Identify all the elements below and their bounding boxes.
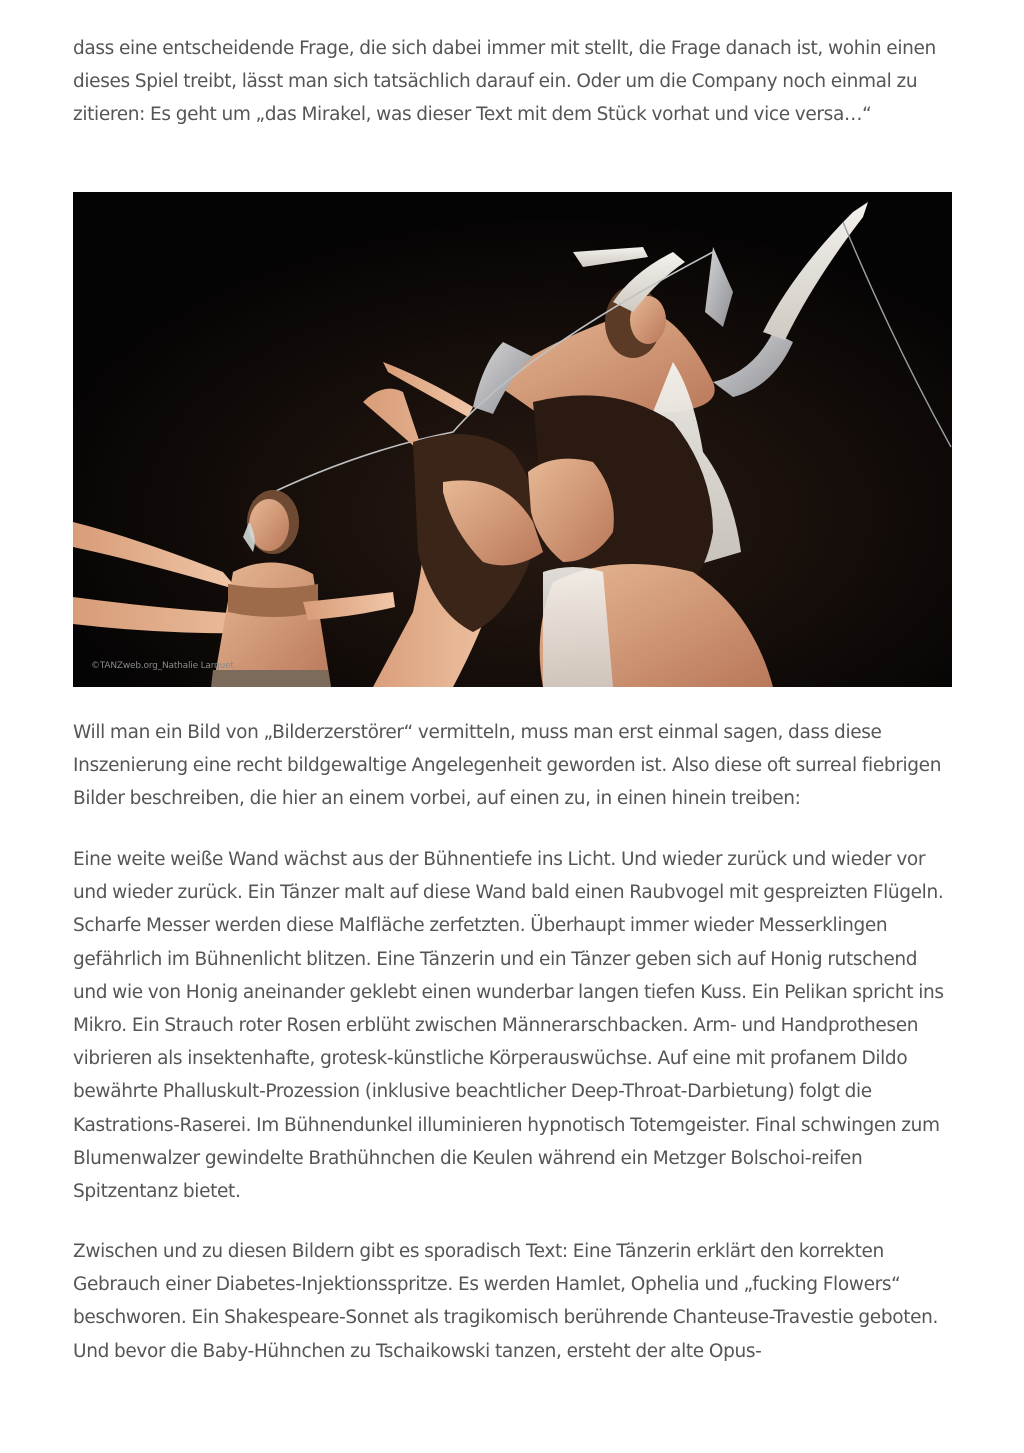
photo-credit: ©TANZweb.org_Nathalie Larquet [91, 661, 234, 671]
paragraph-text-elements: Zwischen und zu diesen Bildern gibt es sporadisch Text: Eine Tänzerin erklärt den korrekten Gebrauch einer Diabetes-Injektionsspritze. Es werden Hamlet, Ophelia und „fucking Flowers“ beschworen. Ein Shakespeare-Sonnet als tragikomisch berührende Chanteuse-Travestie geboten. Und bevor die Baby-Hühnchen zu Tschaikowski tanzen, ersteht der alte Opus- [73, 1241, 939, 1362]
stage-photo-illustration [73, 192, 952, 687]
paragraph-images-description: Eine weite weiße Wand wächst aus der Bühnentiefe ins Licht. Und wieder zurück und wieder vor und wieder zurück. Ein Tänzer malt auf diese Wand bald einen Raubvogel mit gespreizten Flügeln. Scharfe Messer werden diese Malfläche zerfetzten. Überhaupt immer wieder Messerklingen gefährlich im Bühnenlicht blitzen. Eine Tänzerin und ein Tänzer geben sich auf Honig rutschend und wie von Honig aneinander geklebt einen wunderbar langen tiefen Kuss. Ein Pelikan spricht ins Mikro. Ein Strauch roter Rosen erblüht zwischen Männerarschbacken. Arm- und Handprothesen vibrieren als insektenhafte, grotesk-künstliche Körperauswüchse. Auf eine mit profanem Dildo bewährte Phalluskult-Prozession (inklusive beachtlicher Deep-Throat-Darbietung) folgt die Kastrations-Raserei. Im Bühnendunkel illuminieren hypnotisch Totemgeister. Final schwingen zum Blumenwalzer gewindelte Brathühnchen die Keulen während ein Metzger Bolschoi-reifen Spitzentanz bietet. [73, 849, 944, 1203]
paragraph-intro: dass eine entscheidende Frage, die sich dabei immer mit stellt, die Frage danach ist, wohin einen dieses Spiel treibt, lässt man sich tatsächlich darauf ein. Oder um die Company noch einmal zu zitieren: Es geht um „das Mirakel, was dieser Text mit dem Stück vorhat und vice versa…“ [73, 38, 936, 126]
paragraph-images-intro: Will man ein Bild von „Bilderzerstörer“ vermitteln, muss man erst einmal sagen, dass diese Inszenierung eine recht bildgewaltige Angelegenheit geworden ist. Also diese oft surreal fiebrigen Bilder beschreiben, die hier an einem vorbei, auf einen zu, in einen hinein treiben: [73, 722, 942, 810]
article-section-2 [73, 716, 953, 816]
article-body [73, 32, 953, 132]
article-section-4 [73, 1235, 953, 1368]
stage-photo [73, 192, 952, 687]
article-section-3 [73, 843, 953, 1208]
